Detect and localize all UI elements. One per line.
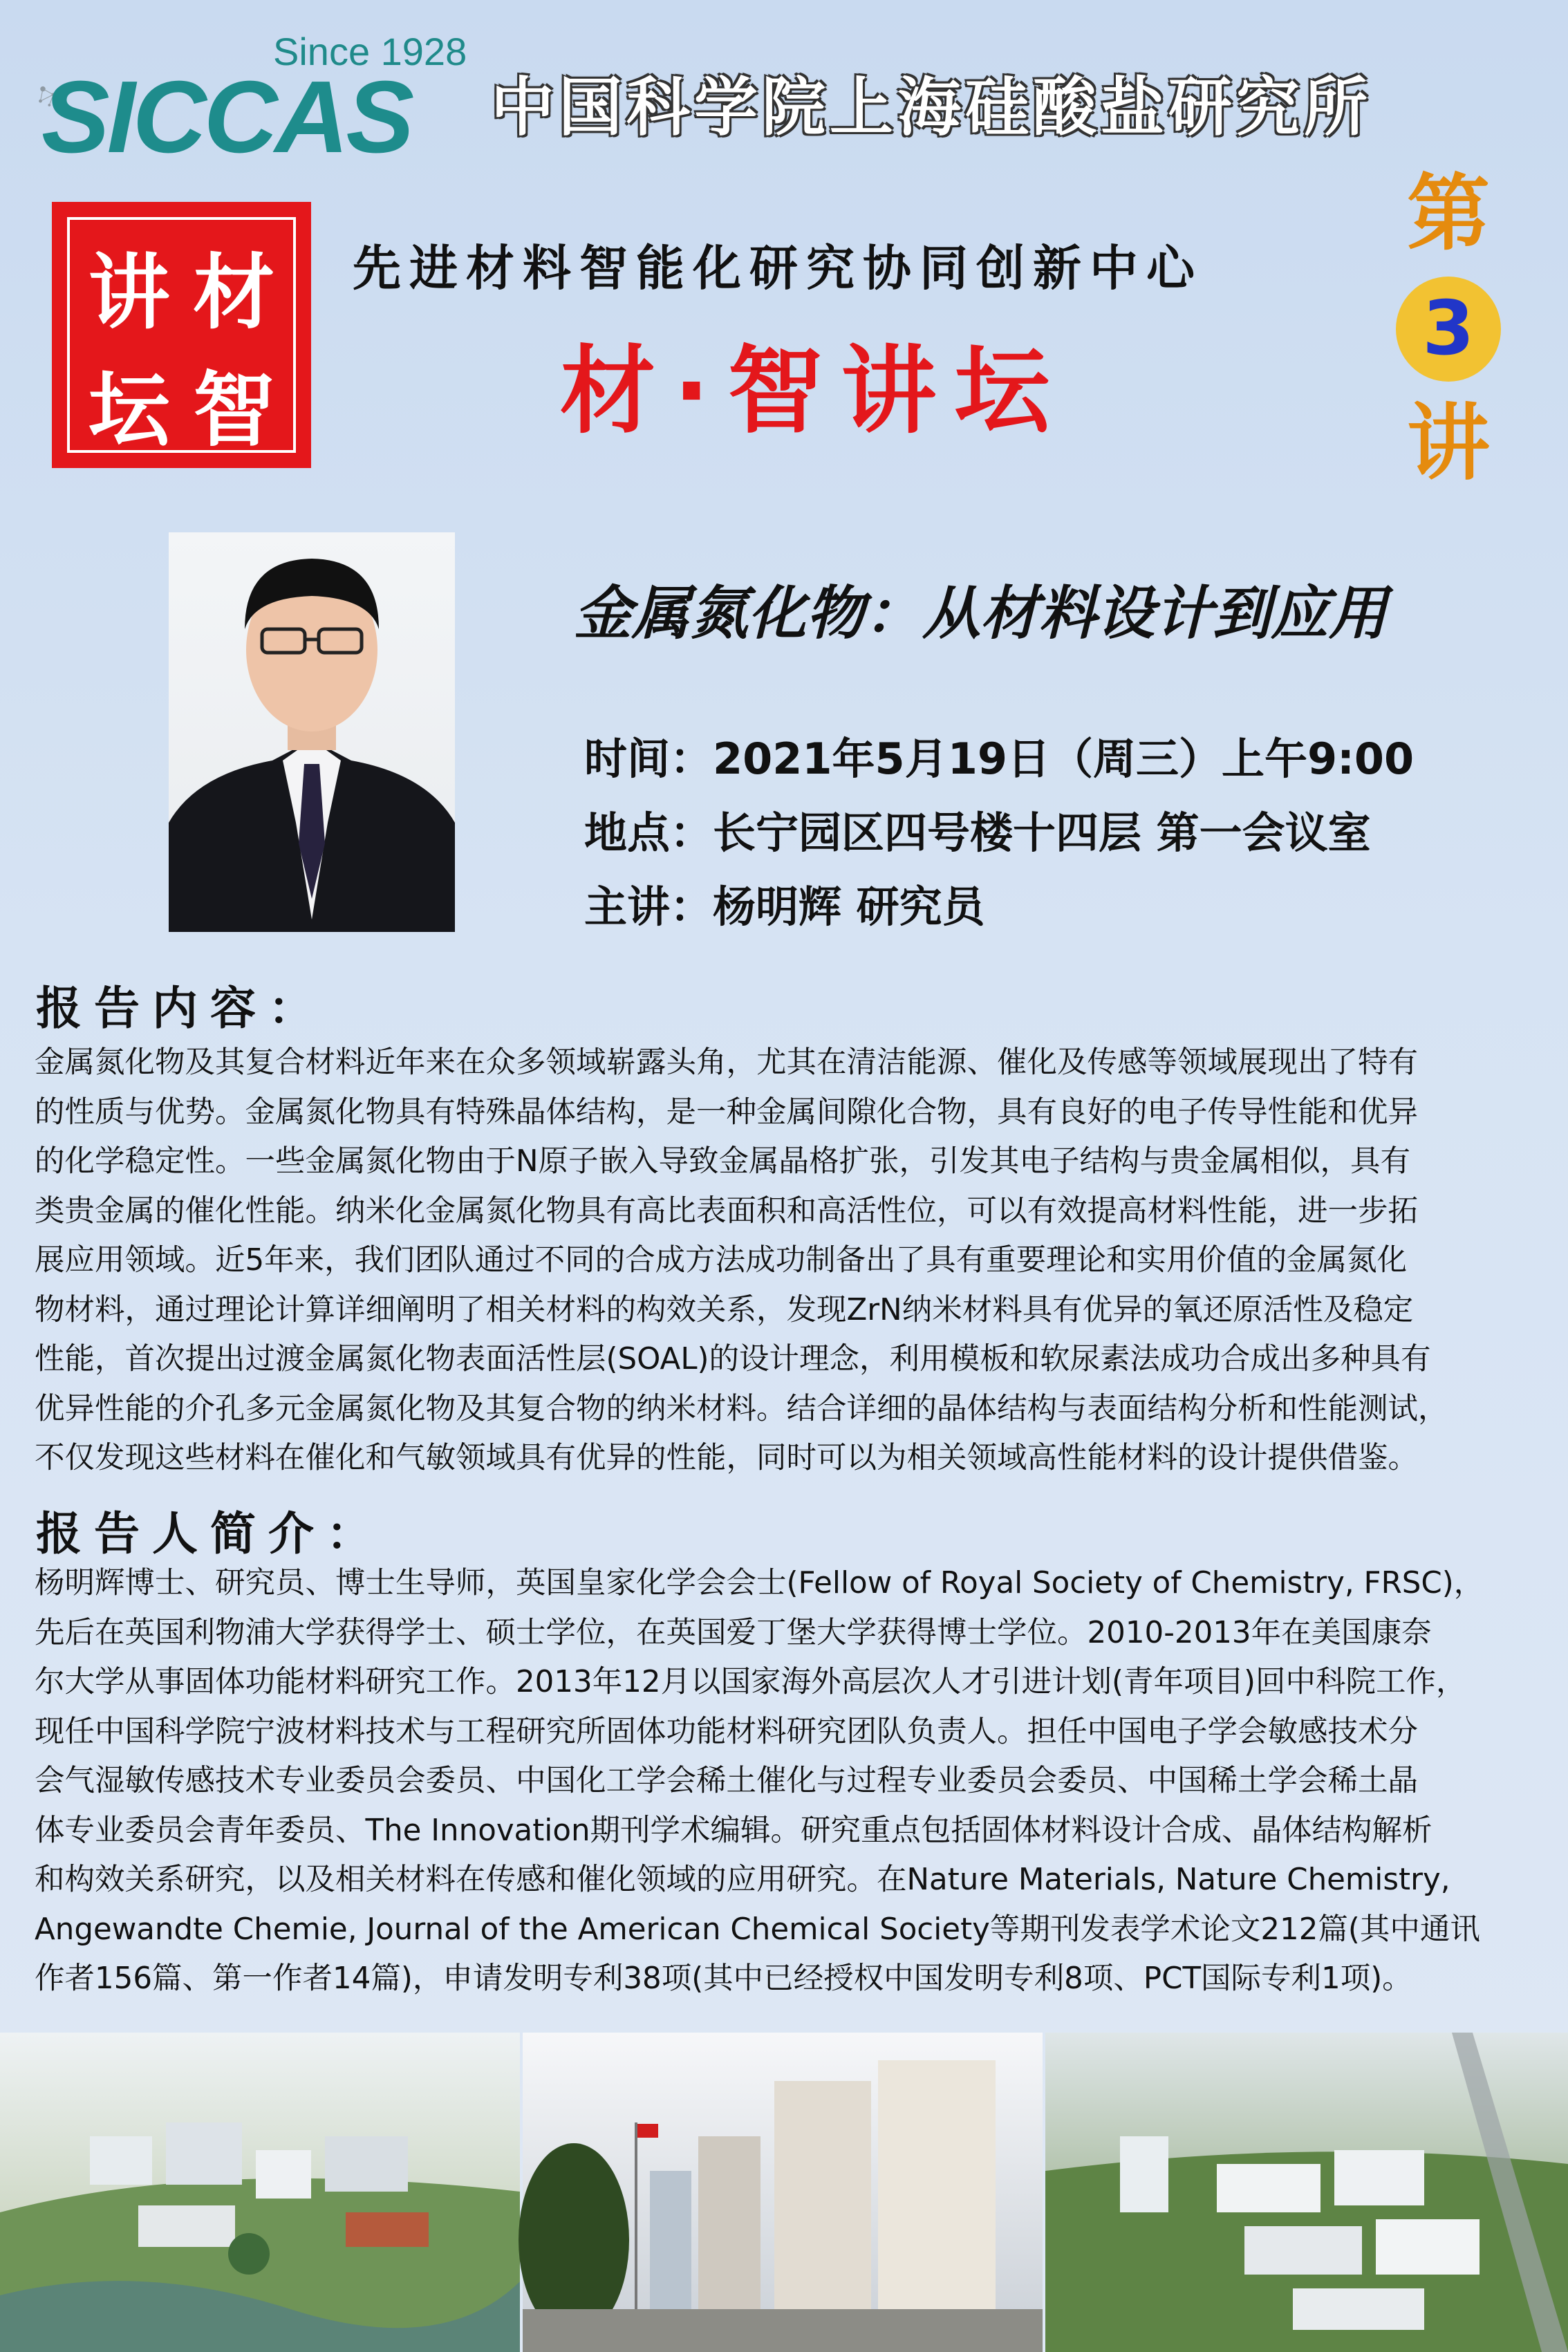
lecture-number-badge: [1393, 166, 1504, 492]
lecture-prefix: 第: [1407, 166, 1490, 262]
talk-place: 地点：长宁园区四号楼十四层 第一会议室: [584, 808, 1371, 858]
seal-char: 讲: [88, 244, 170, 340]
campus-buildings-photo: [519, 2033, 1043, 2352]
seal-char: 材: [193, 244, 275, 340]
center-name: 先进材料智能化研究协同创新中心: [353, 239, 1203, 297]
abstract-line: 物材料，通过理论计算详细阐明了相关材料的构效关系，发现ZrN纳米材料具有优异的氧还原活性及稳定: [35, 1292, 1414, 1327]
abstract-heading: 报告内容：: [36, 981, 326, 1035]
lecture-number: 3: [1396, 277, 1501, 382]
abstract-text: [35, 1038, 1535, 1484]
seal-char: 坛: [88, 362, 170, 458]
abstract-line: 优异性能的介孔多元金属氮化物及其复合物的纳米材料。结合详细的晶体结构与表面结构分析和性能测试，: [35, 1391, 1448, 1426]
forum-seal: [52, 202, 311, 468]
bio-line: 体专业委员会青年委员、The Innovation期刊学术编辑。研究重点包括固体材料设计合成、晶体结构解析: [35, 1813, 1432, 1848]
bio-text: [35, 1559, 1535, 2004]
seal-char: 智: [193, 362, 275, 458]
abstract-line: 的化学稳定性。一些金属氮化物由于N原子嵌入导致金属晶格扩张，引发其电子结构与贵金属相似，具有: [35, 1144, 1411, 1179]
abstract-line: 金属氮化物及其复合材料近年来在众多领域崭露头角，尤其在清洁能源、催化及传感等领域展现出了特有: [35, 1045, 1418, 1080]
abstract-line: 的性质与优势。金属氮化物具有特殊晶体结构，是一种金属间隙化合物，具有良好的电子传导性能和优异: [35, 1094, 1418, 1130]
logo-wordmark: SICCAS: [41, 60, 412, 174]
talk-title: 金属氮化物：从材料设计到应用: [574, 579, 1388, 647]
abstract-line: 性能，首次提出过渡金属氮化物表面活性层(SOAL)的设计理念，利用模板和软尿素法成功合成出多种具有: [35, 1342, 1431, 1376]
bio-line: 作者156篇、第一作者14篇)，申请发明专利38项(其中已经授权中国发明专利8项、PCT国际专利1项)。: [35, 1961, 1412, 1996]
abstract-line: 展应用领域。近5年来，我们团队通过不同的合成方法成功制备出了具有重要理论和实用价值的金属氮化: [35, 1243, 1408, 1278]
bio-heading: 报告人简介：: [36, 1506, 384, 1560]
since-year: Since 1928: [273, 30, 467, 73]
talk-time: 时间：2021年5月19日（周三）上午9:00: [584, 734, 1415, 784]
bio-line: 现任中国科学院宁波材料技术与工程研究所固体功能材料研究团队负责人。担任中国电子学会敏感技术分: [35, 1714, 1418, 1749]
bio-line: Angewandte Chemie, Journal of the American Chemical Society等期刊发表学术论文212篇(其中通讯: [35, 1912, 1480, 1947]
campus-aerial-photo-1: [0, 2033, 520, 2352]
bio-line: 会气湿敏传感技术专业委员会委员、中国化工学会稀土催化与过程专业委员会委员、中国稀土学会稀土晶: [35, 1764, 1418, 1798]
speaker-photo: [169, 532, 455, 932]
campus-aerial-photo-2: [1045, 2033, 1568, 2352]
institute-name: 中国科学院上海硅酸盐研究所: [491, 71, 1372, 144]
forum-title: 材·智讲坛: [560, 335, 1068, 447]
talk-speaker: 主讲：杨明辉 研究员: [584, 881, 985, 932]
bio-line: 尔大学从事固体功能材料研究工作。2013年12月以国家海外高层次人才引进计划(青年项目)回中科院工作，: [35, 1665, 1466, 1699]
bio-line: 和构效关系研究，以及相关材料在传感和催化领域的应用研究。在Nature Materials, Nature Chemistry,: [35, 1863, 1450, 1897]
abstract-line: 类贵金属的催化性能。纳米化金属氮化物具有高比表面积和高活性位，可以有效提高材料性能，进一步拓: [35, 1193, 1418, 1229]
campus-photo-strip: [0, 2033, 1568, 2352]
bio-line: 杨明辉博士、研究员、博士生导师，英国皇家化学会会士(Fellow of Royal Society of Chemistry, FRSC)，: [35, 1566, 1484, 1600]
bio-line: 先后在英国利物浦大学获得学士、硕士学位，在英国爱丁堡大学获得博士学位。2010-2013年在美国康奈: [35, 1615, 1432, 1650]
lecture-suffix: 讲: [1407, 395, 1490, 492]
abstract-line: 不仅发现这些材料在催化和气敏领域具有优异的性能，同时可以为相关领域高性能材料的设计提供借鉴。: [35, 1441, 1418, 1475]
